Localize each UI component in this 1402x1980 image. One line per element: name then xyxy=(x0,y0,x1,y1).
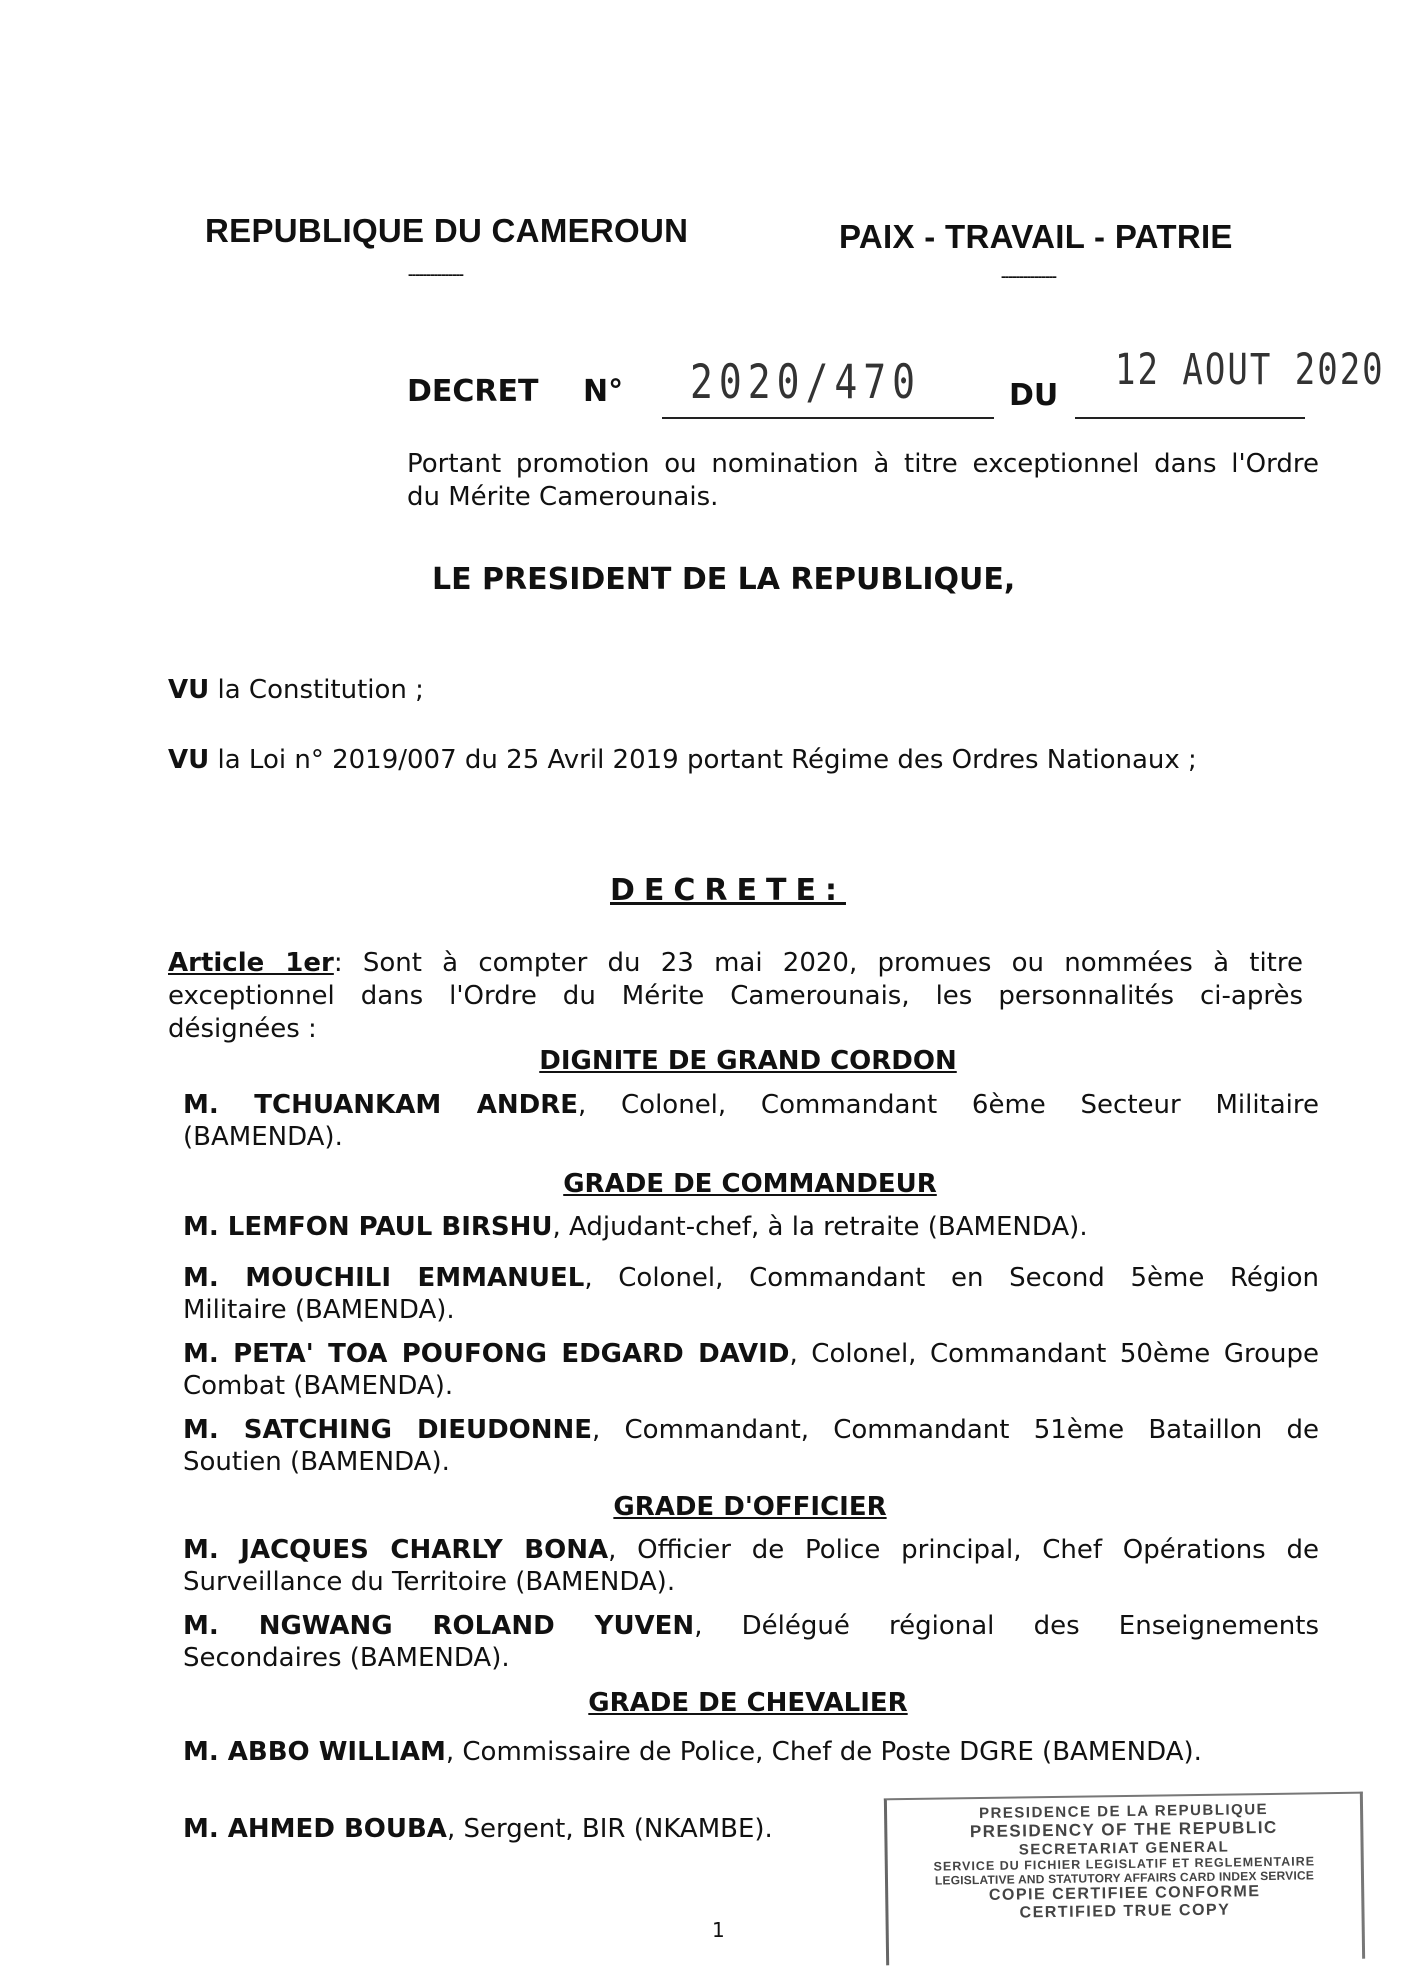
entry: M. JACQUES CHARLY BONA, Officier de Police principal, Chef Opérations de Surveillance du Territoire (BAMENDA). xyxy=(183,1535,1319,1597)
decree-number: 2020/470 xyxy=(690,354,922,409)
header-left-dashes: --------------- xyxy=(408,266,463,282)
entry: M. NGWANG ROLAND YUVEN, Délégué régional des Enseignements Secondaires (BAMENDA). xyxy=(183,1611,1319,1673)
entry: M. PETA' TOA POUFONG EDGARD DAVID, Colonel, Commandant 50ème Groupe Combat (BAMENDA). xyxy=(183,1339,1319,1401)
stamp-line: CERTIFIED TRUE COPY xyxy=(1019,1901,1231,1922)
stamp-line: SERVICE DU FICHIER LEGISLATIF ET REGLEMENTAIRE xyxy=(933,1854,1316,1874)
entry: M. SATCHING DIEUDONNE, Commandant, Commandant 51ème Bataillon de Soutien (BAMENDA). xyxy=(183,1415,1319,1477)
entry: M. LEMFON PAUL BIRSHU, Adjudant-chef, à la retraite (BAMENDA). xyxy=(183,1212,1088,1242)
stamp-line: PRESIDENCE DE LA REPUBLIQUE xyxy=(978,1800,1269,1823)
decree-subject-line1: Portant promotion ou nomination à titre exceptionnel dans l'Ordre xyxy=(407,449,1319,479)
article-line1: Article 1er: Sont à compter du 23 mai 2020, promues ou nommées à titre xyxy=(168,948,1303,978)
section-chevalier: GRADE DE CHEVALIER xyxy=(588,1688,908,1718)
president-heading: LE PRESIDENT DE LA REPUBLIQUE, xyxy=(432,562,1016,597)
entry: M. TCHUANKAM ANDRE, Colonel, Commandant 6ème Secteur Militaire (BAMENDA). xyxy=(183,1090,1320,1152)
vu-label: VU xyxy=(168,675,210,705)
article-label: Article 1er xyxy=(168,948,334,978)
section-grand-cordon: DIGNITE DE GRAND CORDON xyxy=(539,1046,957,1076)
header-motto: PAIX - TRAVAIL - PATRIE xyxy=(839,218,1233,255)
vu-text: la Loi n° 2019/007 du 25 Avril 2019 portant Régime des Ordres Nationaux ; xyxy=(217,745,1197,775)
decree-label: DECRET xyxy=(407,374,539,409)
vu-loi xyxy=(168,744,1197,777)
article-1er xyxy=(168,947,1303,1046)
header-right-dashes: --------------- xyxy=(1001,268,1056,284)
stamp-line: COPIE CERTIFIEE CONFORME xyxy=(988,1883,1261,1904)
section-officier: GRADE D'OFFICIER xyxy=(613,1492,887,1522)
decree-subject-line2: du Mérite Camerounais. xyxy=(407,482,719,512)
decree-number-line xyxy=(662,355,994,419)
entry: M. MOUCHILI EMMANUEL, Colonel, Commandant en Second 5ème Région Militaire (BAMENDA). xyxy=(183,1263,1319,1325)
entry: M. AHMED BOUBA, Sergent, BIR (NKAMBE). xyxy=(183,1814,773,1844)
article-line3: désignées : xyxy=(168,1014,317,1044)
stamp-line: PRESIDENCY OF THE REPUBLIC xyxy=(969,1817,1278,1842)
decree-du-label: DU xyxy=(1009,378,1059,413)
decree-no-label: N° xyxy=(583,374,624,409)
vu-label: VU xyxy=(168,745,210,775)
article-line2: exceptionnel dans l'Ordre du Mérite Camerounais, les personnalités ci-après xyxy=(168,981,1303,1011)
vu-text: la Constitution ; xyxy=(217,675,424,705)
certified-copy-stamp xyxy=(884,1792,1365,1966)
vu-constitution xyxy=(168,674,424,707)
decrete-heading: DECRETE: xyxy=(610,873,846,908)
page-number: 1 xyxy=(712,1918,725,1942)
entry: M. ABBO WILLIAM, Commissaire de Police, Chef de Poste DGRE (BAMENDA). xyxy=(183,1737,1202,1767)
header-republic: REPUBLIQUE DU CAMEROUN xyxy=(205,212,689,249)
stamp-line: LEGISLATIVE AND STATUTORY AFFAIRS CARD INDEX SERVICE xyxy=(934,1868,1315,1888)
section-commandeur: GRADE DE COMMANDEUR xyxy=(563,1169,937,1199)
decree-date: 12 AOUT 2020 xyxy=(1115,345,1385,395)
decree-date-line xyxy=(1075,345,1385,419)
stamp-line: SECRETARIAT GENERAL xyxy=(1018,1838,1230,1859)
